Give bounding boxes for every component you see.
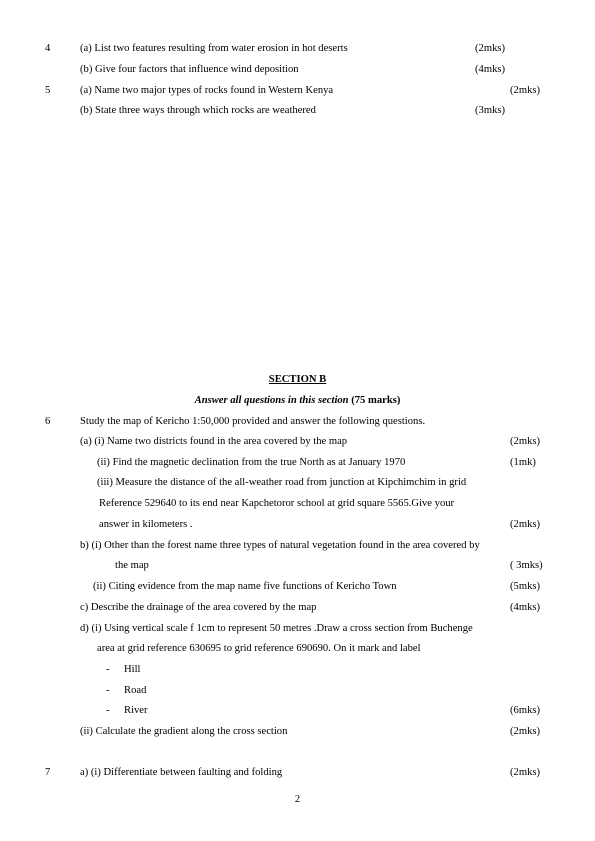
question-text: answer in kilometers . bbox=[99, 519, 193, 530]
question-text: a) (i) Differentiate between faulting and folding bbox=[80, 767, 283, 778]
marks: (5mks) bbox=[510, 581, 541, 592]
marks: (2mks) bbox=[475, 43, 506, 54]
instruction-marks: (75 marks) bbox=[351, 395, 401, 406]
question-text: (b) Give four factors that influence wind deposition bbox=[80, 64, 299, 75]
question-text: b) (i) Other than the forest name three types of natural vegetation found in the area covered by bbox=[80, 540, 480, 551]
question-text: Study the map of Kericho 1:50,000 provided and answer the following questions. bbox=[80, 416, 426, 427]
list-item: River bbox=[124, 705, 148, 716]
question-text: the map bbox=[115, 560, 149, 571]
marks: (4mks) bbox=[510, 602, 541, 613]
question-text: (a) List two features resulting from water erosion in hot deserts bbox=[80, 43, 348, 54]
list-item: Road bbox=[124, 685, 147, 696]
question-text: (iii) Measure the distance of the all-weather road from junction at Kipchimchim in grid bbox=[97, 477, 467, 488]
marks: (6mks) bbox=[510, 705, 541, 716]
bullet-dash: - bbox=[106, 664, 110, 675]
list-item: Hill bbox=[124, 664, 141, 675]
marks: (3mks) bbox=[475, 105, 506, 116]
question-text: c) Describe the drainage of the area covered by the map bbox=[80, 602, 317, 613]
section-title: SECTION B bbox=[268, 374, 327, 385]
marks: (2mks) bbox=[510, 85, 541, 96]
question-number: 5 bbox=[45, 85, 51, 96]
instruction-italic: Answer all questions in this section bbox=[194, 395, 349, 406]
bullet-dash: - bbox=[106, 685, 110, 696]
marks: (4mks) bbox=[475, 64, 506, 75]
question-text: (a) Name two major types of rocks found in Western Kenya bbox=[80, 85, 334, 96]
page-number: 2 bbox=[294, 794, 301, 805]
question-text: (ii) Find the magnetic declination from the true North as at January 1970 bbox=[97, 457, 406, 468]
question-text: area at grid reference 630695 to grid reference 690690. On it mark and label bbox=[97, 643, 421, 654]
marks: (1mk) bbox=[510, 457, 536, 468]
question-number: 7 bbox=[45, 767, 51, 778]
question-text: d) (i) Using vertical scale f 1cm to represent 50 metres .Draw a cross section from Buchenge bbox=[80, 623, 473, 634]
question-number: 6 bbox=[45, 416, 51, 427]
bullet-dash: - bbox=[106, 705, 110, 716]
question-text: (ii) Citing evidence from the map name five functions of Kericho Town bbox=[93, 581, 397, 592]
question-text: (b) State three ways through which rocks are weathered bbox=[80, 105, 316, 116]
question-number: 4 bbox=[45, 43, 51, 54]
marks: (2mks) bbox=[510, 726, 541, 737]
question-text: (a) (i) Name two districts found in the area covered by the map bbox=[80, 436, 348, 447]
marks: ( 3mks) bbox=[510, 560, 543, 571]
marks: (2mks) bbox=[510, 436, 541, 447]
question-text: Reference 529640 to its end near Kapchetoror school at grid square 5565.Give your bbox=[99, 498, 455, 509]
marks: (2mks) bbox=[510, 767, 541, 778]
question-text: (ii) Calculate the gradient along the cross section bbox=[80, 726, 288, 737]
marks: (2mks) bbox=[510, 519, 541, 530]
section-instruction bbox=[0, 396, 595, 407]
